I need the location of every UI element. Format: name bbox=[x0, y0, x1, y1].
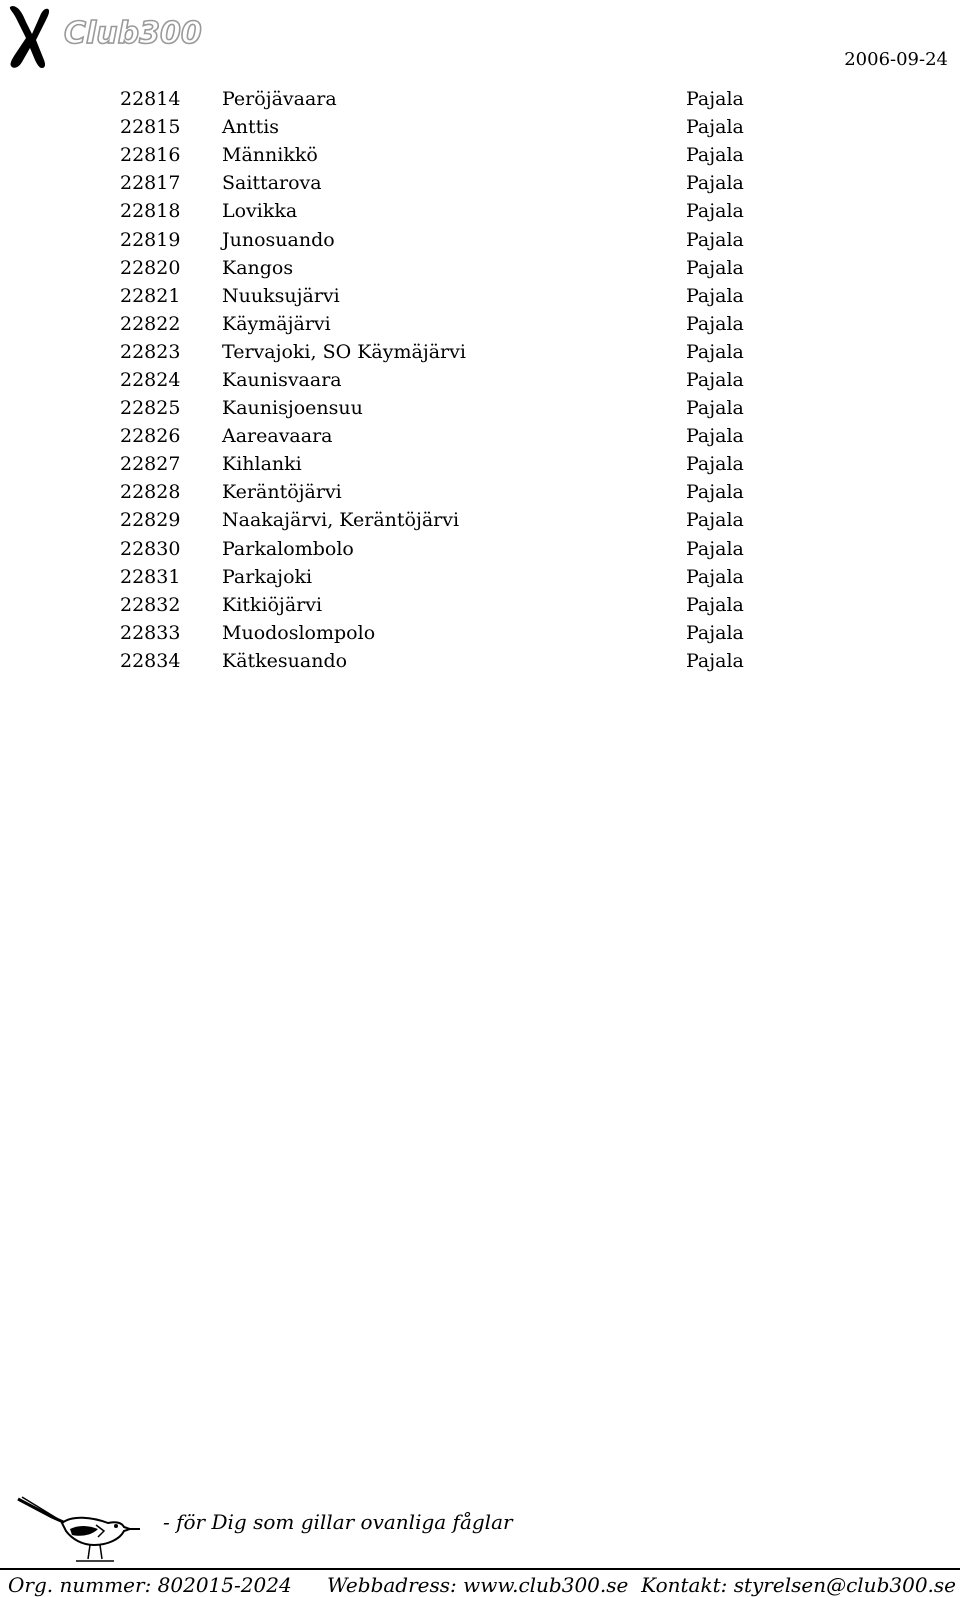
site-municipality: Pajala bbox=[686, 312, 744, 335]
bird-icon bbox=[12, 1495, 162, 1565]
site-municipality: Pajala bbox=[686, 116, 744, 139]
logo-text: Club300 bbox=[64, 16, 202, 51]
list-item bbox=[120, 506, 760, 534]
site-name: Muodoslompolo bbox=[222, 621, 376, 644]
list-item bbox=[120, 282, 760, 310]
list-item bbox=[120, 254, 760, 282]
site-number: 22828 bbox=[120, 481, 181, 504]
site-municipality: Pajala bbox=[686, 368, 744, 391]
site-municipality: Pajala bbox=[686, 649, 744, 672]
site-municipality: Pajala bbox=[686, 284, 744, 307]
site-name: Nuuksujärvi bbox=[222, 284, 340, 307]
site-name: Kaunisjoensuu bbox=[222, 397, 363, 420]
site-number: 22833 bbox=[120, 621, 181, 644]
site-number: 22822 bbox=[120, 312, 181, 335]
site-municipality: Pajala bbox=[686, 256, 744, 279]
site-number: 22823 bbox=[120, 340, 181, 363]
x-mark-icon bbox=[4, 2, 58, 70]
list-item bbox=[120, 647, 760, 675]
site-number: 22819 bbox=[120, 228, 181, 251]
site-number: 22825 bbox=[120, 397, 181, 420]
site-number: 22814 bbox=[120, 88, 181, 111]
list-item bbox=[120, 169, 760, 197]
site-municipality: Pajala bbox=[686, 481, 744, 504]
site-name: Junosuando bbox=[222, 228, 335, 251]
site-name: Keräntöjärvi bbox=[222, 481, 342, 504]
site-name: Parkajoki bbox=[222, 565, 313, 588]
list-item bbox=[120, 563, 760, 591]
site-name: Lovikka bbox=[222, 200, 298, 223]
site-municipality: Pajala bbox=[686, 228, 744, 251]
list-item bbox=[120, 619, 760, 647]
list-item bbox=[120, 338, 760, 366]
club300-logo bbox=[4, 2, 214, 72]
site-municipality: Pajala bbox=[686, 621, 744, 644]
list-item bbox=[120, 366, 760, 394]
site-name: Männikkö bbox=[222, 144, 318, 167]
site-name: Kangos bbox=[222, 256, 294, 279]
list-item bbox=[120, 450, 760, 478]
web-address: Webbadress: www.club300.se bbox=[327, 1573, 629, 1597]
site-name: Parkalombolo bbox=[222, 537, 354, 560]
site-number: 22817 bbox=[120, 172, 181, 195]
footer bbox=[0, 1495, 960, 1597]
list-item bbox=[120, 197, 760, 225]
list-item bbox=[120, 310, 760, 338]
site-municipality: Pajala bbox=[686, 453, 744, 476]
site-municipality: Pajala bbox=[686, 425, 744, 448]
list-item bbox=[120, 141, 760, 169]
list-item bbox=[120, 394, 760, 422]
site-number: 22821 bbox=[120, 284, 181, 307]
site-name: Anttis bbox=[222, 116, 280, 139]
site-number: 22834 bbox=[120, 649, 181, 672]
site-municipality: Pajala bbox=[686, 88, 744, 111]
list-item bbox=[120, 225, 760, 253]
footer-divider bbox=[0, 1568, 960, 1570]
site-name: Kihlanki bbox=[222, 453, 302, 476]
site-name: Kitkiöjärvi bbox=[222, 593, 323, 616]
site-municipality: Pajala bbox=[686, 144, 744, 167]
site-municipality: Pajala bbox=[686, 593, 744, 616]
site-municipality: Pajala bbox=[686, 565, 744, 588]
site-name: Kaunisvaara bbox=[222, 368, 342, 391]
site-number: 22827 bbox=[120, 453, 181, 476]
tagline: - för Dig som gillar ovanliga fåglar bbox=[163, 1510, 513, 1534]
site-name: Saittarova bbox=[222, 172, 322, 195]
site-municipality: Pajala bbox=[686, 397, 744, 420]
site-number: 22831 bbox=[120, 565, 181, 588]
site-number: 22816 bbox=[120, 144, 181, 167]
site-number: 22818 bbox=[120, 200, 181, 223]
list-item bbox=[120, 85, 760, 113]
site-number: 22829 bbox=[120, 509, 181, 532]
list-item bbox=[120, 478, 760, 506]
site-name: Aareavaara bbox=[222, 425, 333, 448]
site-name: Kätkesuando bbox=[222, 649, 348, 672]
site-number: 22824 bbox=[120, 368, 181, 391]
document-date: 2006-09-24 bbox=[844, 49, 948, 70]
site-municipality: Pajala bbox=[686, 537, 744, 560]
site-number: 22815 bbox=[120, 116, 181, 139]
site-municipality: Pajala bbox=[686, 340, 744, 363]
org-number: Org. nummer: 802015-2024 bbox=[8, 1573, 292, 1597]
site-name: Tervajoki, SO Käymäjärvi bbox=[222, 340, 466, 363]
site-number: 22830 bbox=[120, 537, 181, 560]
list-item bbox=[120, 422, 760, 450]
list-item bbox=[120, 535, 760, 563]
contact-email: Kontakt: styrelsen@club300.se bbox=[641, 1573, 956, 1597]
site-name: Peröjävaara bbox=[222, 88, 337, 111]
site-municipality: Pajala bbox=[686, 172, 744, 195]
site-municipality: Pajala bbox=[686, 509, 744, 532]
site-number: 22826 bbox=[120, 425, 181, 448]
site-name: Naakajärvi, Keräntöjärvi bbox=[222, 509, 460, 532]
site-number: 22832 bbox=[120, 593, 181, 616]
bird-illustration bbox=[12, 1495, 162, 1565]
site-number: 22820 bbox=[120, 256, 181, 279]
site-name: Käymäjärvi bbox=[222, 312, 331, 335]
list-item bbox=[120, 591, 760, 619]
list-item bbox=[120, 113, 760, 141]
site-municipality: Pajala bbox=[686, 200, 744, 223]
site-list bbox=[120, 85, 760, 675]
